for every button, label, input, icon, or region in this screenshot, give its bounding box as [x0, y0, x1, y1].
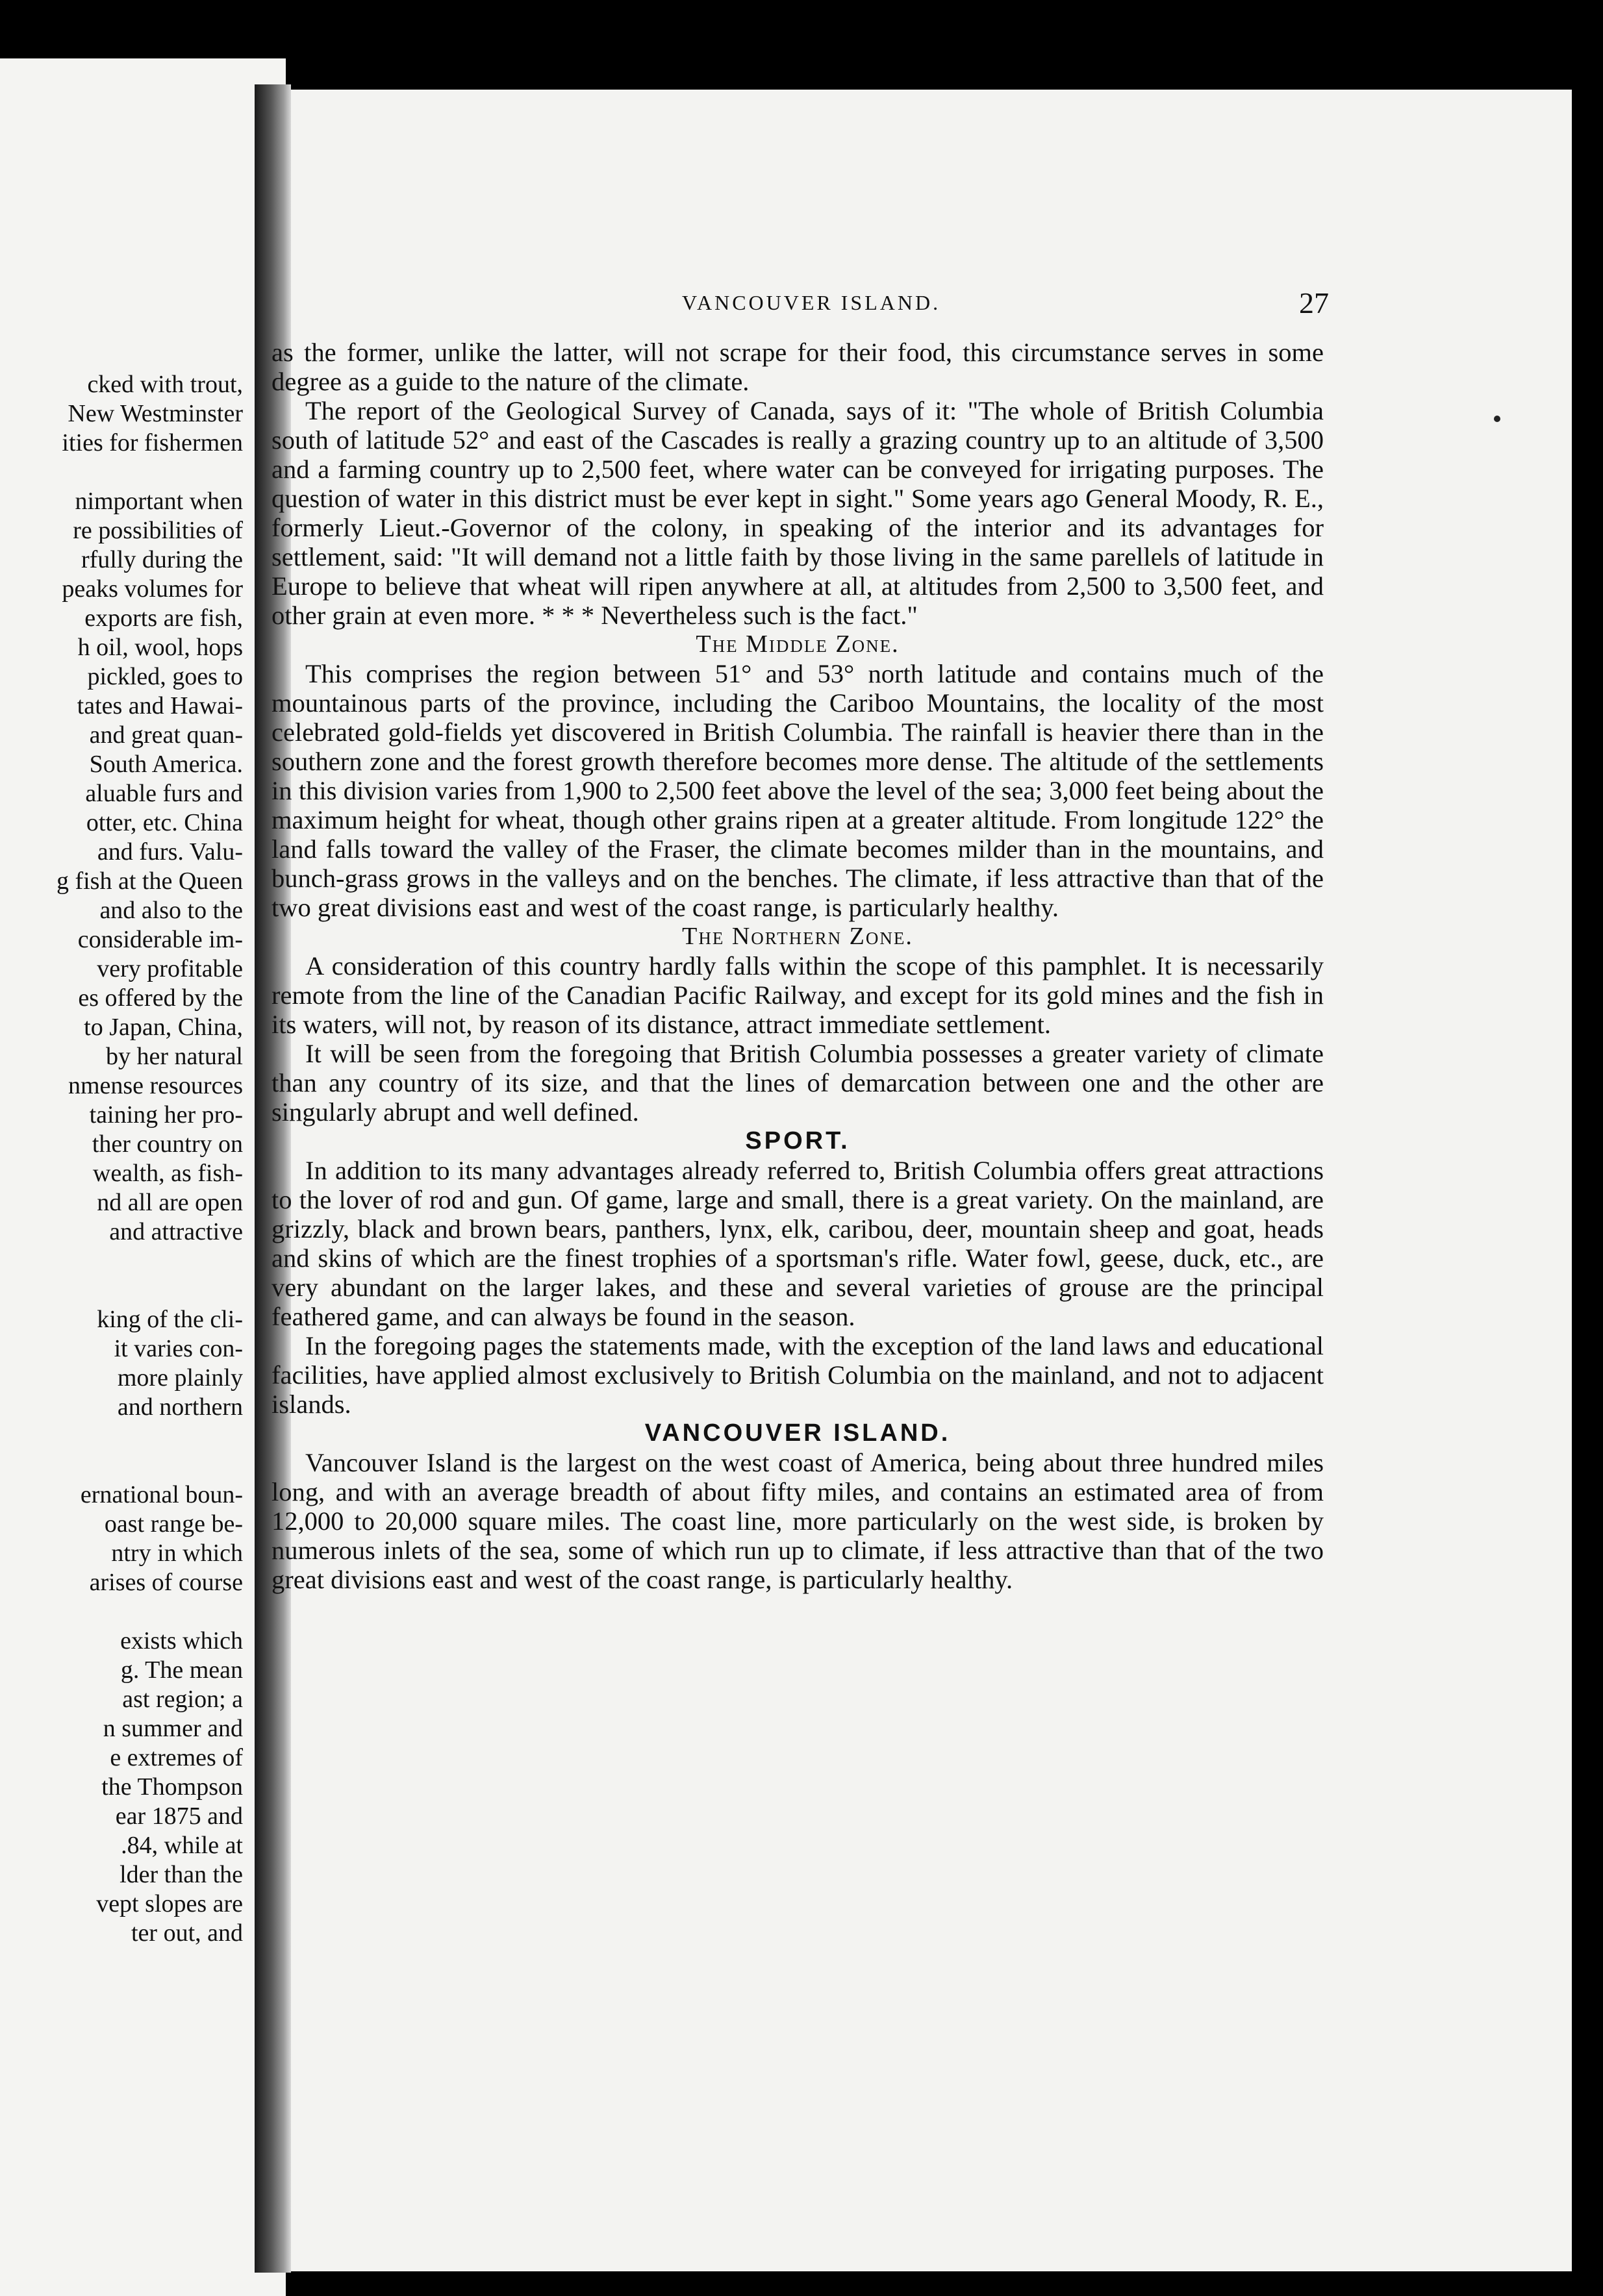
- left-page-line: exports are fish,: [84, 605, 243, 632]
- heading-sport: SPORT.: [745, 1127, 850, 1154]
- left-page-line: peaks volumes for: [62, 575, 243, 603]
- paragraph-middle-zone: This comprises the region between 51° and 53° north latitude and contains much of the mountainous parts of the province, including the Cariboo Mountains, the locality of the most celebrated gold-fields yet discovered in British Columbia. The rainfall is heavier there than in the southern zone and the forest growth therefore becomes more dense. The altitude of the settlements in this division varies from 1,900 to 2,500 feet above the level of the sea; 3,000 feet being about the maximum height for wheat, though other grains ripen at a greater altitude. From longitude 122° the land falls toward the valley of the Fraser, the climate becomes milder than in the mountains, and bunch-grass grows in the valleys and on the benches. The climate, if less attractive than that of the two great divisions east and west of the coast range, is particularly healthy.: [271, 659, 1324, 922]
- paragraph-vancouver-island: Vancouver Island is the largest on the west coast of America, being about three hundred miles long, and with an average breadth of about fifty miles, and contains an estimated area of from 12,000 to 20,000 square miles. The coast line, more particularly on the west side, is broken by numerous inlets of the sea, some of which run up to climate, if less attractive than that of the two great divisions east and west of the coast range, is particularly healthy.: [271, 1448, 1324, 1594]
- left-page-line: rfully during the: [81, 546, 243, 573]
- left-page-line: the Thompson: [101, 1773, 243, 1801]
- left-page-line: exists which: [120, 1627, 243, 1654]
- left-page-line: it varies con-: [114, 1335, 243, 1362]
- left-page-line: re possibilities of: [73, 517, 243, 544]
- left-page-line: [0, 1276, 246, 1305]
- left-page-line: g. The mean: [120, 1656, 243, 1684]
- page-number: 27: [1299, 286, 1329, 319]
- left-page-line: to Japan, China,: [84, 1014, 243, 1041]
- left-page-line: and northern: [117, 1393, 243, 1421]
- left-page-line: taining her pro-: [89, 1101, 243, 1129]
- left-page-line: nd all are open: [97, 1189, 243, 1216]
- left-page-line: and great quan-: [89, 721, 243, 749]
- paragraph-foregoing-pages: In the foregoing pages the statements made, with the exception of the land laws and educational facilities, have applied almost exclusively to British Columbia on the mainland, and not to adjacent islands.: [271, 1331, 1324, 1419]
- left-page-line: very profitable: [97, 955, 243, 982]
- left-page-line: g fish at the Queen: [56, 867, 243, 895]
- running-head: VANCOUVER ISLAND.: [682, 291, 941, 314]
- left-page-line: nimportant when: [75, 488, 243, 515]
- margin-dot: [1494, 416, 1500, 422]
- left-page-line: New Westminster: [68, 400, 243, 427]
- left-page-line: arises of course: [89, 1569, 243, 1596]
- left-page-line: pickled, goes to: [87, 663, 243, 690]
- left-page-line: n summer and: [103, 1715, 243, 1742]
- paragraph-northern-zone: A consideration of this country hardly falls within the scope of this pamphlet. It is necessarily remote from the line of the Canadian Pacific Railway, and except for its gold mines and the fish in its waters, will not, by reason of its distance, attract immediate settlement.: [271, 951, 1324, 1039]
- left-page-line: and also to the: [99, 897, 243, 924]
- left-page-line: more plainly: [117, 1364, 243, 1391]
- paragraph-sport: In addition to its many advantages already referred to, British Columbia offers great attractions to the lover of rod and gun. Of game, large and small, there is a great variety. On the mainland, are grizzly, black and brown bears, panthers, lynx, elk, caribou, deer, mountain sheep and goat, heads and skins of which are the finest trophies of a sportsman's rifle. Water fowl, geese, duck, etc., are very abundant on the larger lakes, and these and several varieties of grouse are the principal feathered game, and can always be found in the season.: [271, 1156, 1324, 1331]
- left-page-line: [0, 1597, 246, 1627]
- left-page-line: oast range be-: [104, 1510, 243, 1538]
- left-page-text-column: [0, 370, 246, 1948]
- left-page: [0, 58, 286, 2296]
- left-page-line: lder than the: [120, 1861, 243, 1888]
- left-page-line: wealth, as fish-: [92, 1160, 243, 1187]
- left-page-line: [0, 458, 246, 487]
- left-page-line: king of the cli-: [97, 1306, 243, 1333]
- left-page-line: ernational boun-: [80, 1481, 243, 1508]
- left-page-line: ther country on: [92, 1130, 243, 1158]
- left-page-line: aluable furs and: [85, 780, 243, 807]
- left-page-line: tates and Hawai-: [77, 692, 243, 719]
- left-page-line: ities for fishermen: [62, 429, 243, 456]
- left-page-line: nmense resources: [68, 1072, 243, 1099]
- left-page-line: .84, while at: [121, 1832, 243, 1859]
- heading-vancouver-island: VANCOUVER ISLAND.: [644, 1419, 951, 1447]
- left-page-line: by her natural: [105, 1043, 243, 1070]
- left-page-line: vept slopes are: [96, 1890, 243, 1917]
- left-page-line: otter, etc. China: [86, 809, 243, 836]
- left-page-line: considerable im-: [77, 926, 243, 953]
- left-page-line: and furs. Valu-: [97, 838, 243, 866]
- heading-northern-zone: The Northern Zone.: [682, 923, 913, 950]
- left-page-line: ter out, and: [131, 1919, 243, 1947]
- left-page-line: cked with trout,: [87, 371, 243, 398]
- left-page-line: South America.: [89, 751, 243, 778]
- left-page-line: [0, 1422, 246, 1451]
- left-page-line: ast region; a: [122, 1686, 243, 1713]
- paragraph-geological-survey: The report of the Geological Survey of Canada, says of it: "The whole of British Columbia south of latitude 52° and east of the Cascades is really a grazing country up to an altitude of 3,500 and a farming country up to 2,500 feet, where water can be conveyed for irrigating purposes. The question of water in this district must be ever kept in sight." Some years ago General Moody, R. E., formerly Lieut.-Governor of the colony, in speaking of the interior and its advantages for settlement, said: "It will demand not a little faith by those living in the same parellels of latitude in Europe to believe that wheat will ripen anywhere at all, at altitudes from 2,500 to 3,500 feet, and other grain at even more. * * * Nevertheless such is the fact.": [271, 396, 1324, 630]
- left-page-line: ear 1875 and: [115, 1803, 243, 1830]
- paragraph-climate-variety: It will be seen from the foregoing that British Columbia possesses a greater variety of climate than any country of its size, and that the lines of demarcation between one and the other are singularly abrupt and well defined.: [271, 1039, 1324, 1127]
- paragraph-climate-continuation: as the former, unlike the latter, will not scrape for their food, this circumstance serves in some degree as a guide to the nature of the climate.: [271, 338, 1324, 396]
- left-page-line: ntry in which: [111, 1540, 243, 1567]
- left-page-line: [0, 1451, 246, 1480]
- left-page-line: e extremes of: [110, 1744, 243, 1771]
- left-page-line: and attractive: [109, 1218, 243, 1245]
- left-page-line: h oil, wool, hops: [77, 634, 243, 661]
- left-page-line: [0, 1247, 246, 1276]
- heading-middle-zone: The Middle Zone.: [696, 630, 900, 658]
- left-page-line: es offered by the: [78, 984, 243, 1012]
- body-text: [271, 338, 1324, 1594]
